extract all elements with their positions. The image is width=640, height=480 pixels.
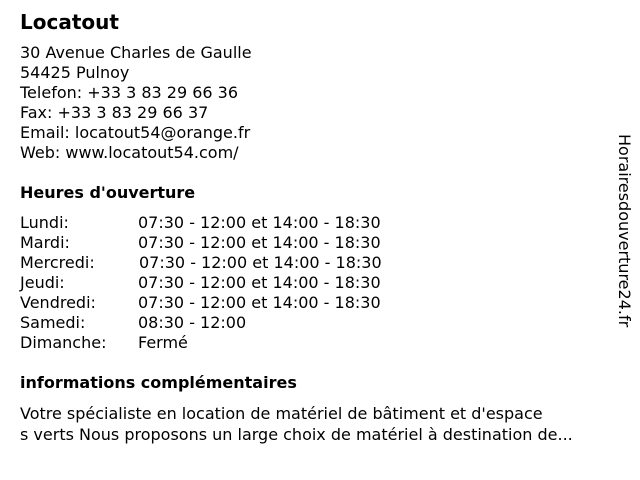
watermark-text: Horairesdouverture24.fr [615, 134, 634, 328]
day-label: Vendredi: [20, 293, 96, 312]
hours-row-saturday [20, 313, 440, 333]
day-label: Samedi: [20, 313, 86, 332]
business-name: Locatout [20, 10, 119, 34]
description-line: s verts Nous proposons un large choix de matériel à destination de... [20, 425, 573, 444]
info-heading: informations complémentaires [20, 373, 297, 392]
day-label: Jeudi: [20, 273, 65, 292]
fax-number: Fax: +33 3 83 29 66 37 [20, 103, 209, 122]
phone-number: Telefon: +33 3 83 29 66 36 [20, 83, 239, 102]
watermark [614, 134, 634, 374]
time-value: Fermé [138, 333, 188, 352]
hours-row-sunday [20, 333, 440, 353]
hours-row-thursday [20, 273, 440, 293]
day-label: Mercredi: [20, 253, 95, 272]
time-value: 07:30 - 12:00 et 14:00 - 18:30 [138, 273, 381, 292]
email-address: Email: locatout54@orange.fr [20, 123, 251, 142]
hours-row-monday [20, 213, 440, 233]
hours-heading: Heures d'ouverture [20, 183, 196, 202]
description-line: Votre spécialiste en location de matériel de bâtiment et d'espace [20, 404, 543, 423]
time-value: 07:30 - 12:00 et 14:00 - 18:30 [138, 213, 381, 232]
opening-hours-table [20, 213, 440, 353]
hours-row-tuesday [20, 233, 440, 253]
website-url: Web: www.locatout54.com/ [20, 143, 239, 162]
address-street: 30 Avenue Charles de Gaulle [20, 43, 252, 62]
description-block [20, 403, 573, 445]
time-value: 07:30 - 12:00 et 14:00 - 18:30 [138, 293, 381, 312]
address-city: 54425 Pulnoy [20, 63, 130, 82]
hours-row-friday [20, 293, 440, 313]
day-label: Mardi: [20, 233, 70, 252]
day-label: Dimanche: [20, 333, 107, 352]
day-label: Lundi: [20, 213, 69, 232]
time-value: 07:30 - 12:00 et 14:00 - 18:30 [139, 253, 382, 272]
time-value: 08:30 - 12:00 [138, 313, 247, 332]
hours-row-wednesday [20, 253, 440, 273]
contact-block [20, 43, 252, 163]
time-value: 07:30 - 12:00 et 14:00 - 18:30 [138, 233, 381, 252]
